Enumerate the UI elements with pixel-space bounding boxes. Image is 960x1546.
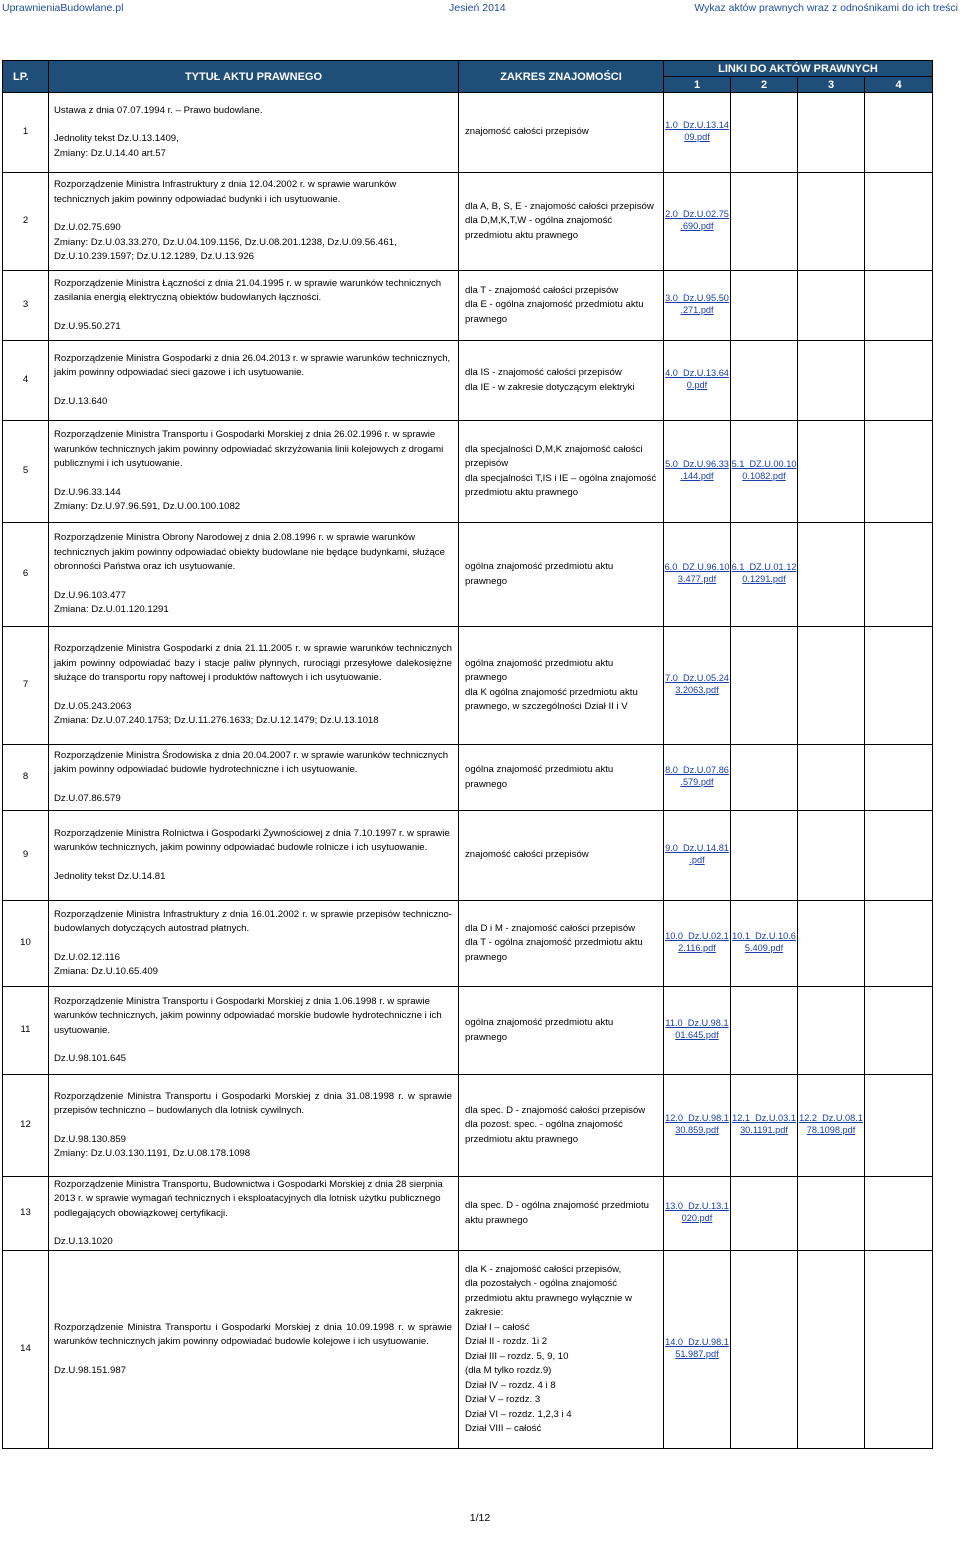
scope-cell <box>459 811 664 901</box>
pdf-link-text: 12.2_Dz.U.08.1 <box>799 1113 863 1124</box>
act-title-line <box>54 575 452 589</box>
scope-line: dla spec. D - znajomość całości przepisów <box>465 1104 646 1116</box>
pdf-link-text: 13.0_Dz.U.13.1 <box>665 1201 729 1212</box>
table-row <box>3 901 933 987</box>
row-number: 12 <box>3 1075 49 1177</box>
scope-line: dla D,M,K,T,W - ogólna znajomość <box>465 215 613 227</box>
act-title-line: Ustawa z dnia 07.07.1994 r. – Prawo budowlane. <box>54 104 263 116</box>
act-title-line: Zmiana: Dz.U.10.65.409 <box>54 966 158 977</box>
pdf-link-text: 2.116.pdf <box>678 943 716 954</box>
act-title-line <box>54 1221 452 1235</box>
table-row <box>3 1075 933 1177</box>
pdf-link-text: 1.0_Dz.U.13.14 <box>665 120 729 131</box>
pdf-link-text: .579.pdf <box>680 777 714 788</box>
pdf-link[interactable] <box>665 1112 729 1136</box>
link-cell <box>865 745 933 811</box>
pdf-link[interactable] <box>732 930 796 954</box>
pdf-link[interactable] <box>665 208 729 232</box>
pdf-link-text: 6.0_DZ.U.96.10 <box>664 562 730 573</box>
scope-line: dla spec. D - ogólna znajomość przedmiotu <box>465 1200 649 1211</box>
link-cell <box>664 271 731 341</box>
scope-line: Dział II - rozdz. 1i 2 <box>465 1336 548 1347</box>
act-title-line: Rozporządzenie Ministra Gospodarki z dnia 26.04.2013 r. w sprawie warunków technicznych, jakim powinny odpowiadać sieci gazowe i ich usytuowanie. <box>54 352 451 379</box>
scope-cell <box>459 1251 664 1449</box>
link-cell <box>865 173 933 271</box>
scope-cell <box>459 1177 664 1251</box>
act-title-line <box>54 118 452 132</box>
act-title-line <box>54 937 452 951</box>
pdf-link-text: .690.pdf <box>680 221 714 232</box>
scope-line: Dział V – rozdz. 3 <box>465 1394 541 1405</box>
table-row <box>3 421 933 523</box>
act-title-line: Dz.U.02.75.690 <box>54 222 121 234</box>
act-title-line: Dz.U.02.12.116 <box>54 951 120 963</box>
row-number: 10 <box>3 901 49 987</box>
act-title-line: Rozporządzenie Ministra Środowiska z dnia 20.04.2007 r. w sprawie warunków technicznych jakim powinny odpowiadać budowle hydrotechniczne i ich usytuowanie. <box>54 749 449 776</box>
table-body <box>3 93 933 1449</box>
scope-line: znajomość całości przepisów <box>465 126 589 138</box>
table-row <box>3 1251 933 1449</box>
pdf-link-text: 0.pdf <box>686 380 708 391</box>
pdf-link-text: 0.1291.pdf <box>742 574 786 585</box>
header-link-col-4: 4 <box>865 77 933 93</box>
header-links: LINKI DO AKTÓW PRAWNYCH <box>664 61 933 77</box>
scope-cell <box>459 901 664 987</box>
scope-line: dla specjalności D,M,K znajomość całości <box>465 443 643 455</box>
act-title-line: Zmiana: Dz.U.07.240.1753; Dz.U.11.276.1633; Dz.U.12.1479; Dz.U.13.1018 <box>54 715 379 727</box>
header-title: TYTUŁ AKTU PRAWNEGO <box>49 61 459 93</box>
scope-line: dla A, B, S, E - znajomość całości przepisów <box>465 200 654 212</box>
link-cell <box>798 1177 865 1251</box>
table-row <box>3 987 933 1075</box>
act-title-line: Jednolity tekst Dz.U.14.81 <box>54 870 166 882</box>
act-title-line <box>54 1119 452 1133</box>
link-cell <box>731 1177 798 1251</box>
link-cell <box>731 1075 798 1177</box>
act-title-line: Zmiany: Dz.U.14.40 art.57 <box>54 147 166 159</box>
link-cell <box>798 901 865 987</box>
pdf-link-text: 78.1098.pdf <box>806 1125 856 1136</box>
scope-line: prawnego <box>465 672 508 683</box>
pdf-link-text: 10.1_Dz.U.10.6 <box>732 931 796 942</box>
link-cell <box>798 987 865 1075</box>
pdf-link-text: 14.0_Dz.U.98.1 <box>665 1337 729 1348</box>
scope-line: dla IS - znajomość całości przepisów <box>465 367 622 378</box>
act-title-cell <box>49 987 459 1075</box>
link-cell <box>664 627 731 745</box>
link-cell <box>798 745 865 811</box>
link-cell <box>865 1177 933 1251</box>
scope-cell <box>459 421 664 523</box>
scope-cell <box>459 745 664 811</box>
pdf-link-text: 0.1082.pdf <box>742 471 786 482</box>
link-cell <box>664 523 731 627</box>
row-number: 5 <box>3 421 49 523</box>
link-cell <box>865 987 933 1075</box>
link-cell <box>798 523 865 627</box>
pdf-link-text: .pdf <box>689 855 705 866</box>
scope-line: dla E - ogólna znajomość przedmiotu aktu <box>465 299 644 311</box>
act-title-line: Dz.U.95.50.271 <box>54 320 121 332</box>
scope-line: prawnego <box>465 778 508 790</box>
act-title-line: Rozporządzenie Ministra Rolnictwa i Gospodarki Żywnościowej z dnia 7.10.1997 r. w sprawie warunków technicznych, jakim powinny odpowiadać budowle rolnicze i ich usytuowanie. <box>54 827 450 854</box>
table-row <box>3 523 933 627</box>
table-row <box>3 811 933 901</box>
act-title-cell <box>49 1075 459 1177</box>
act-title-cell <box>49 901 459 987</box>
row-number: 7 <box>3 627 49 745</box>
edition-label: Jesień 2014 <box>449 2 506 14</box>
link-cell <box>798 341 865 421</box>
act-title-line <box>54 686 452 700</box>
act-title-cell <box>49 271 459 341</box>
act-title-line: Rozporządzenie Ministra Łączności z dnia 21.04.1995 r. w sprawie warunków technicznych zasilania energią elektryczną obiektów budowlanych łączności. <box>54 277 442 304</box>
pdf-link-text: 5.1_DZ.U.00.10 <box>731 459 797 470</box>
pdf-link-text: 020.pdf <box>681 1213 713 1224</box>
act-title-cell <box>49 93 459 173</box>
act-title-line: Dz.U.07.86.579 <box>54 792 121 804</box>
scope-line: dla T - znajomość całości przepisów <box>465 284 619 296</box>
act-title-cell <box>49 811 459 901</box>
link-cell <box>731 627 798 745</box>
link-cell <box>798 173 865 271</box>
act-title-line <box>54 472 452 486</box>
act-title-line: Rozporządzenie Ministra Gospodarki z dnia 21.11.2005 r. w sprawie warunków technicznych jakim powinny odpowiadać bazy i stacje paliw płynnych, rurociągi przesyłowe dalekosiężne służące do transportu ropy naftowej i produktów naftowych i ich usytuowanie. <box>54 643 452 684</box>
pdf-link-text: 4.0_Dz.U.13.64 <box>665 368 729 379</box>
row-number: 11 <box>3 987 49 1075</box>
scope-line: prawnego <box>465 575 508 587</box>
act-title-line <box>54 856 452 870</box>
link-cell <box>865 627 933 745</box>
act-title-cell <box>49 421 459 523</box>
row-number: 9 <box>3 811 49 901</box>
scope-line: aktu prawnego <box>465 1214 528 1226</box>
pdf-link-text: 11.0_Dz.U.98.1 <box>665 1018 729 1029</box>
act-title-cell <box>49 523 459 627</box>
pdf-link-text: 12.0_Dz.U.98.1 <box>665 1113 729 1124</box>
act-title-line: Dz.U.96.103.477 <box>54 589 126 601</box>
pdf-link-text: 3.477.pdf <box>677 574 717 585</box>
pdf-link-text: 3.0_Dz.U.95.50 <box>665 293 729 304</box>
table-row <box>3 745 933 811</box>
scope-line: ogólna znajomość przedmiotu aktu <box>465 657 614 669</box>
scope-line: ogólna znajomość przedmiotu aktu <box>465 764 614 775</box>
scope-line: Dział VIII – całość <box>465 1423 542 1434</box>
link-cell <box>664 1075 731 1177</box>
document-title: Wykaz aktów prawnych wraz z odnośnikami do ich treści <box>694 2 958 14</box>
pdf-link[interactable] <box>665 1017 728 1041</box>
scope-line: prawnego <box>465 313 508 325</box>
pdf-link[interactable] <box>665 930 729 954</box>
table-row <box>3 271 933 341</box>
pdf-link-text: 6.1_DZ.U.01.12 <box>731 562 797 573</box>
act-title-line: Rozporządzenie Ministra Transportu, Budownictwa i Gospodarki Morskiej z dnia 28 sierpnia 2013 r. w sprawie wymagań technicznych i eksploatacyjnych dla lotnisk użytku publicznego podlegających obowiązkowej certyfikacji. <box>54 1178 443 1219</box>
header-link-col-1: 1 <box>664 77 731 93</box>
scope-line: Dział IV – rozdz. 4 i 8 <box>465 1379 556 1391</box>
pdf-link[interactable] <box>665 1336 729 1360</box>
link-cell <box>664 811 731 901</box>
pdf-link[interactable] <box>665 561 730 585</box>
pdf-link[interactable] <box>665 292 729 316</box>
link-cell <box>865 901 933 987</box>
page-number: 1/12 <box>469 1512 491 1524</box>
link-cell <box>664 1251 731 1449</box>
link-cell <box>865 93 933 173</box>
act-title-line <box>54 381 452 395</box>
row-number: 2 <box>3 173 49 271</box>
act-title-line: Dz.U.98.130.859 <box>54 1133 126 1145</box>
scope-line: dla D i M - znajomość całości przepisów <box>465 922 636 934</box>
page-header <box>0 0 960 16</box>
scope-line: znajomość całości przepisów <box>465 849 589 861</box>
scope-cell <box>459 987 664 1075</box>
act-title-line: Zmiana: Dz.U.01.120.1291 <box>54 604 169 616</box>
act-title-cell <box>49 745 459 811</box>
link-cell <box>664 987 731 1075</box>
pdf-link[interactable] <box>732 1112 796 1136</box>
scope-line: dla K ogólna znajomość przedmiotu aktu <box>465 686 638 698</box>
act-title-line: Dz.U.13.640 <box>54 395 108 407</box>
act-title-line: Dz.U.05.243.2063 <box>54 700 132 712</box>
link-cell <box>865 271 933 341</box>
scope-line: dla specjalności T,IS i IE – ogólna znajomość <box>465 472 657 484</box>
pdf-link-text: 09.pdf <box>684 132 710 143</box>
pdf-link[interactable] <box>665 119 729 143</box>
act-title-line: Zmiany: Dz.U.03.33.270, Dz.U.04.109.1156, Dz.U.08.201.1238, Dz.U.09.56.461, Dz.U.10.239.1597; Dz.U.12.1289, Dz.U.13.926 <box>54 236 397 263</box>
link-cell <box>798 93 865 173</box>
pdf-link-text: 51.987.pdf <box>675 1349 719 1360</box>
scope-line: przedmiotu aktu prawnego wyłącznie w <box>465 1292 632 1304</box>
header-lp: LP. <box>3 61 49 93</box>
pdf-link-text: 30.1191.pdf <box>740 1125 788 1136</box>
link-cell <box>664 901 731 987</box>
scope-line: dla pozostałych - ogólna znajomość <box>465 1278 617 1289</box>
link-cell <box>731 341 798 421</box>
table-row <box>3 1177 933 1251</box>
table-row <box>3 627 933 745</box>
scope-line: Dział VI – rozdz. 1,2,3 i 4 <box>465 1408 572 1420</box>
pdf-link[interactable] <box>799 1112 863 1136</box>
act-title-line: Jednolity tekst Dz.U.13.1409, <box>54 133 179 145</box>
pdf-link[interactable] <box>665 842 729 866</box>
act-title-line <box>54 778 452 792</box>
link-cell <box>731 421 798 523</box>
act-title-line: Rozporządzenie Ministra Transportu i Gospodarki Morskiej z dnia 26.02.1996 r. w sprawie warunków technicznych jakim powinny odpowiadać skrzyżowania linii kolejowych z drogami publicznymi i ich usytuowanie. <box>54 429 444 470</box>
scope-cell <box>459 627 664 745</box>
act-title-line: Rozporządzenie Ministra Obrony Narodowej z dnia 2.08.1996 r. w sprawie warunków technicznych jakim powinny odpowiadać obiekty budowlane nie będące budynkami, służące obronności Państwa oraz ich usytuowanie. <box>54 532 445 573</box>
scope-cell <box>459 341 664 421</box>
header-link-col-3: 3 <box>798 77 865 93</box>
pdf-link-text: 7.0_Dz.U.05.24 <box>665 673 729 684</box>
scope-cell <box>459 523 664 627</box>
pdf-link[interactable] <box>665 672 729 696</box>
link-cell <box>664 1177 731 1251</box>
act-title-line: Dz.U.13.1020 <box>54 1236 113 1247</box>
link-cell <box>664 421 731 523</box>
pdf-link[interactable] <box>665 367 729 391</box>
scope-line: zakresie: <box>465 1307 504 1318</box>
row-number: 13 <box>3 1177 49 1251</box>
act-title-cell <box>49 1177 459 1251</box>
pdf-link-text: 9.0_Dz.U.14.81 <box>665 843 729 854</box>
pdf-link-text: 5.0_Dz.U.96.33 <box>665 459 729 470</box>
scope-line: przedmiotu aktu prawnego <box>465 487 579 498</box>
pdf-link[interactable] <box>732 561 797 585</box>
legal-acts-table <box>2 60 933 1449</box>
link-cell <box>798 1075 865 1177</box>
act-title-line <box>54 306 452 320</box>
scope-cell <box>459 1075 664 1177</box>
link-cell <box>731 523 798 627</box>
row-number: 6 <box>3 523 49 627</box>
scope-line: prawnego <box>465 951 508 963</box>
act-title-line: Dz.U.96.33.144 <box>54 486 121 498</box>
scope-cell <box>459 93 664 173</box>
link-cell <box>664 173 731 271</box>
table-row <box>3 173 933 271</box>
pdf-link-text: 2.0_Dz.U.02.75 <box>665 209 729 220</box>
table-row <box>3 341 933 421</box>
pdf-link-text: 3.2063.pdf <box>675 685 719 696</box>
link-cell <box>731 987 798 1075</box>
act-title-line: Rozporządzenie Ministra Transportu i Gospodarki Morskiej z dnia 10.09.1998 r. w sprawie warunków technicznych jakim powinny odpowiadać budowle kolejowe i ich usytuowanie. <box>54 1321 452 1348</box>
link-cell <box>798 1251 865 1449</box>
pdf-link[interactable] <box>665 764 729 788</box>
pdf-link[interactable] <box>665 1200 729 1224</box>
scope-line: prawnego <box>465 1031 508 1043</box>
scope-line: ogólna znajomość przedmiotu aktu <box>465 1017 614 1028</box>
table-row <box>3 93 933 173</box>
row-number: 4 <box>3 341 49 421</box>
act-title-cell <box>49 341 459 421</box>
act-title-line: Rozporządzenie Ministra Infrastruktury z dnia 16.01.2002 r. w sprawie przepisów techniczno-budowlanych dotyczących autostrad płatnych. <box>54 908 452 934</box>
link-cell <box>865 421 933 523</box>
link-cell <box>865 523 933 627</box>
pdf-link[interactable] <box>665 458 729 482</box>
scope-line: (dla M tylko rozdz.9) <box>465 1365 552 1376</box>
scope-cell <box>459 271 664 341</box>
link-cell <box>731 173 798 271</box>
pdf-link-text: 8.0_Dz.U.07.86 <box>665 765 729 776</box>
scope-line: dla IE - w zakresie dotyczącym elektryki <box>465 381 635 393</box>
link-cell <box>664 93 731 173</box>
link-cell <box>865 1075 933 1177</box>
link-cell <box>865 811 933 901</box>
scope-line: ogólna znajomość przedmiotu aktu <box>465 561 614 572</box>
header-scope: ZAKRES ZNAJOMOŚCI <box>459 61 664 93</box>
row-number: 1 <box>3 93 49 173</box>
act-title-line: Zmiany: Dz.U.03.130.1191, Dz.U.08.178.1098 <box>54 1148 251 1159</box>
pdf-link-text: .144.pdf <box>680 471 714 482</box>
link-cell <box>731 1251 798 1449</box>
pdf-link-text: 01.645.pdf <box>675 1030 719 1041</box>
link-cell <box>798 421 865 523</box>
pdf-link-text: 30.859.pdf <box>675 1125 719 1136</box>
link-cell <box>731 745 798 811</box>
link-cell <box>731 901 798 987</box>
pdf-link-text: 5.409.pdf <box>744 943 784 954</box>
row-number: 3 <box>3 271 49 341</box>
act-title-line: Rozporządzenie Ministra Infrastruktury z dnia 12.04.2002 r. w sprawie warunków technicznych jakim powinny odpowiadać budynki i ich usytuowanie. <box>54 179 397 205</box>
scope-line: Dział III – rozdz. 5, 9, 10 <box>465 1350 569 1362</box>
act-title-line: Dz.U.98.151.987 <box>54 1364 126 1376</box>
pdf-link-text: .271.pdf <box>680 305 714 316</box>
act-title-cell <box>49 173 459 271</box>
scope-line: dla pozost. spec. - ogólna znajomość <box>465 1119 623 1131</box>
link-cell <box>865 1251 933 1449</box>
row-number: 14 <box>3 1251 49 1449</box>
act-title-line: Dz.U.98.101.645 <box>54 1053 126 1064</box>
act-title-line <box>54 1350 452 1364</box>
pdf-link-text: 10.0_Dz.U.02.1 <box>665 931 729 942</box>
scope-line: dla T - ogólna znajomość przedmiotu aktu <box>465 937 643 949</box>
pdf-link-text: 12.1_Dz.U.03.1 <box>732 1113 796 1124</box>
link-cell <box>664 341 731 421</box>
site-name: UprawnieniaBudowlane.pl <box>2 2 124 14</box>
scope-line: przedmiotu aktu prawnego <box>465 229 579 241</box>
row-number: 8 <box>3 745 49 811</box>
link-cell <box>731 271 798 341</box>
act-title-line: Zmiany: Dz.U.97.96.591, Dz.U.00.100.1082 <box>54 501 241 513</box>
scope-line: prawnego, w szczególności Dział II i V <box>465 701 628 712</box>
act-title-line: Rozporządzenie Ministra Transportu i Gospodarki Morskiej z dnia 1.06.1998 r. w sprawie warunków technicznych, jakim powinny odpowiadać morskie budowle hydrotechniczne i ich usytuowanie. <box>54 995 442 1036</box>
link-cell <box>865 341 933 421</box>
link-cell <box>798 627 865 745</box>
header-link-col-2: 2 <box>731 77 798 93</box>
link-cell <box>664 745 731 811</box>
act-title-cell <box>49 1251 459 1449</box>
act-title-line: Rozporządzenie Ministra Transportu i Gospodarki Morskiej z dnia 31.08.1998 r. w sprawie przepisów techniczno – budowlanych dla lotnisk cywilnych. <box>54 1090 452 1116</box>
link-cell <box>798 271 865 341</box>
pdf-link[interactable] <box>732 458 797 482</box>
link-cell <box>731 93 798 173</box>
act-title-line <box>54 207 452 221</box>
scope-line: Dział I – całość <box>465 1321 530 1333</box>
act-title-cell <box>49 627 459 745</box>
scope-line: dla K - znajomość całości przepisów, <box>465 1263 622 1275</box>
link-cell <box>798 811 865 901</box>
scope-line: przedmiotu aktu prawnego <box>465 1133 579 1145</box>
scope-cell <box>459 173 664 271</box>
act-title-line <box>54 1038 452 1052</box>
scope-line: przepisów <box>465 458 509 469</box>
link-cell <box>731 811 798 901</box>
